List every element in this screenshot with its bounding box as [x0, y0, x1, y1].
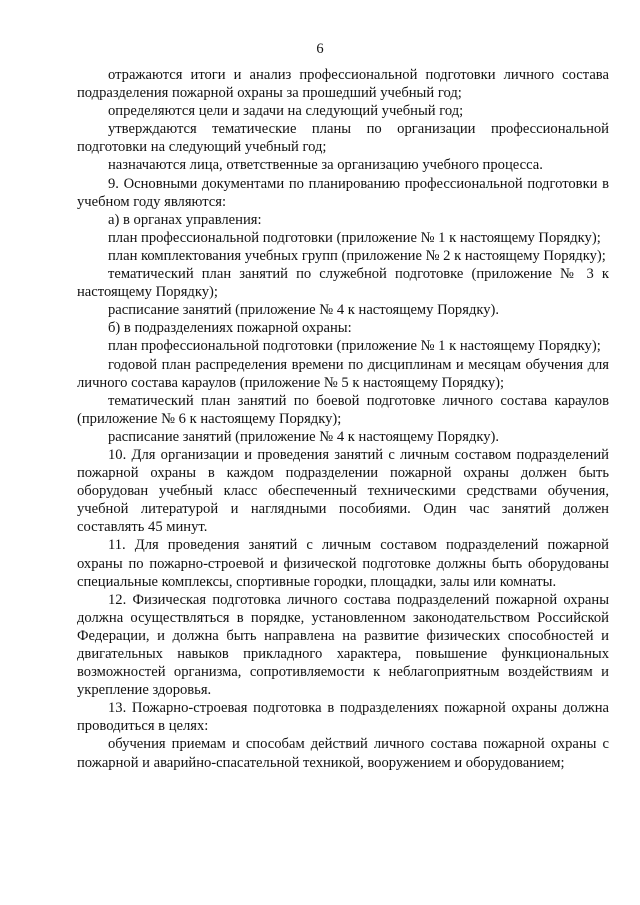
paragraph: годовой план распределения времени по дисциплинам и месяцам обучения для личного состава караулов (приложение № 5 к настоящему Порядку); — [77, 356, 609, 391]
paragraph: отражаются итоги и анализ профессиональной подготовки личного состава подразделения пожарной охраны за прошедший учебный год; — [77, 67, 609, 102]
paragraph: план профессиональной подготовки (приложение № 1 к настоящему Порядку); — [108, 338, 601, 355]
paragraph: тематический план занятий по служебной подготовке (приложение № 3 к настоящему Порядку); — [77, 266, 609, 301]
paragraph: тематический план занятий по боевой подготовке личного состава караулов (приложение № 6 к настоящему Порядку); — [77, 392, 609, 427]
paragraph: 12. Физическая подготовка личного состава подразделений пожарной охраны должна осуществляться в порядке, установленном законодательством Российской Федерации, и должна быть направлена на развитие физических способностей и двигательных навыков прикладного характера, повышение функциональных возможностей организма, сопротивляемости к неблагоприятным воздействиям и укрепление здоровья. — [77, 591, 609, 699]
document-body — [77, 66, 609, 772]
paragraph: назначаются лица, ответственные за организацию учебного процесса. — [108, 157, 543, 174]
paragraph: расписание занятий (приложение № 4 к настоящему Порядку). — [108, 428, 500, 445]
paragraph: а) в органах управления: — [108, 211, 262, 228]
paragraph: обучения приемам и способам действий личного состава пожарной охраны с пожарной и аварийно-спасательной техникой, вооружением и оборудованием; — [77, 736, 609, 771]
paragraph: 11. Для проведения занятий с личным составом подразделений пожарной охраны по пожарно-строевой и физической подготовке должны быть оборудованы специальные комплексы, спортивные городки, площадки, залы или комнаты. — [77, 537, 609, 590]
paragraph: расписание занятий (приложение № 4 к настоящему Порядку). — [108, 302, 500, 319]
paragraph: утверждаются тематические планы по организации профессиональной подготовки на следующий учебный год; — [77, 121, 609, 156]
paragraph: 9. Основными документами по планированию профессиональной подготовки в учебном году являются: — [77, 175, 609, 210]
page-number: 6 — [316, 41, 324, 57]
paragraph: определяются цели и задачи на следующий учебный год; — [108, 103, 464, 120]
paragraph: план комплектования учебных групп (приложение № 2 к настоящему Порядку); — [108, 247, 606, 264]
paragraph: план профессиональной подготовки (приложение № 1 к настоящему Порядку); — [108, 229, 601, 246]
paragraph: 10. Для организации и проведения занятий с личным составом подразделений пожарной охраны в каждом подразделении пожарной охраны должен быть оборудован учебный класс обеспеченный техническими средствами обучения, учебной литературой и наглядными пособиями. Один час занятий должен составлять 45 минут. — [77, 446, 609, 536]
paragraph: 13. Пожарно-строевая подготовка в подразделениях пожарной охраны должна проводиться в целях: — [77, 700, 609, 735]
paragraph: б) в подразделениях пожарной охраны: — [108, 320, 352, 337]
